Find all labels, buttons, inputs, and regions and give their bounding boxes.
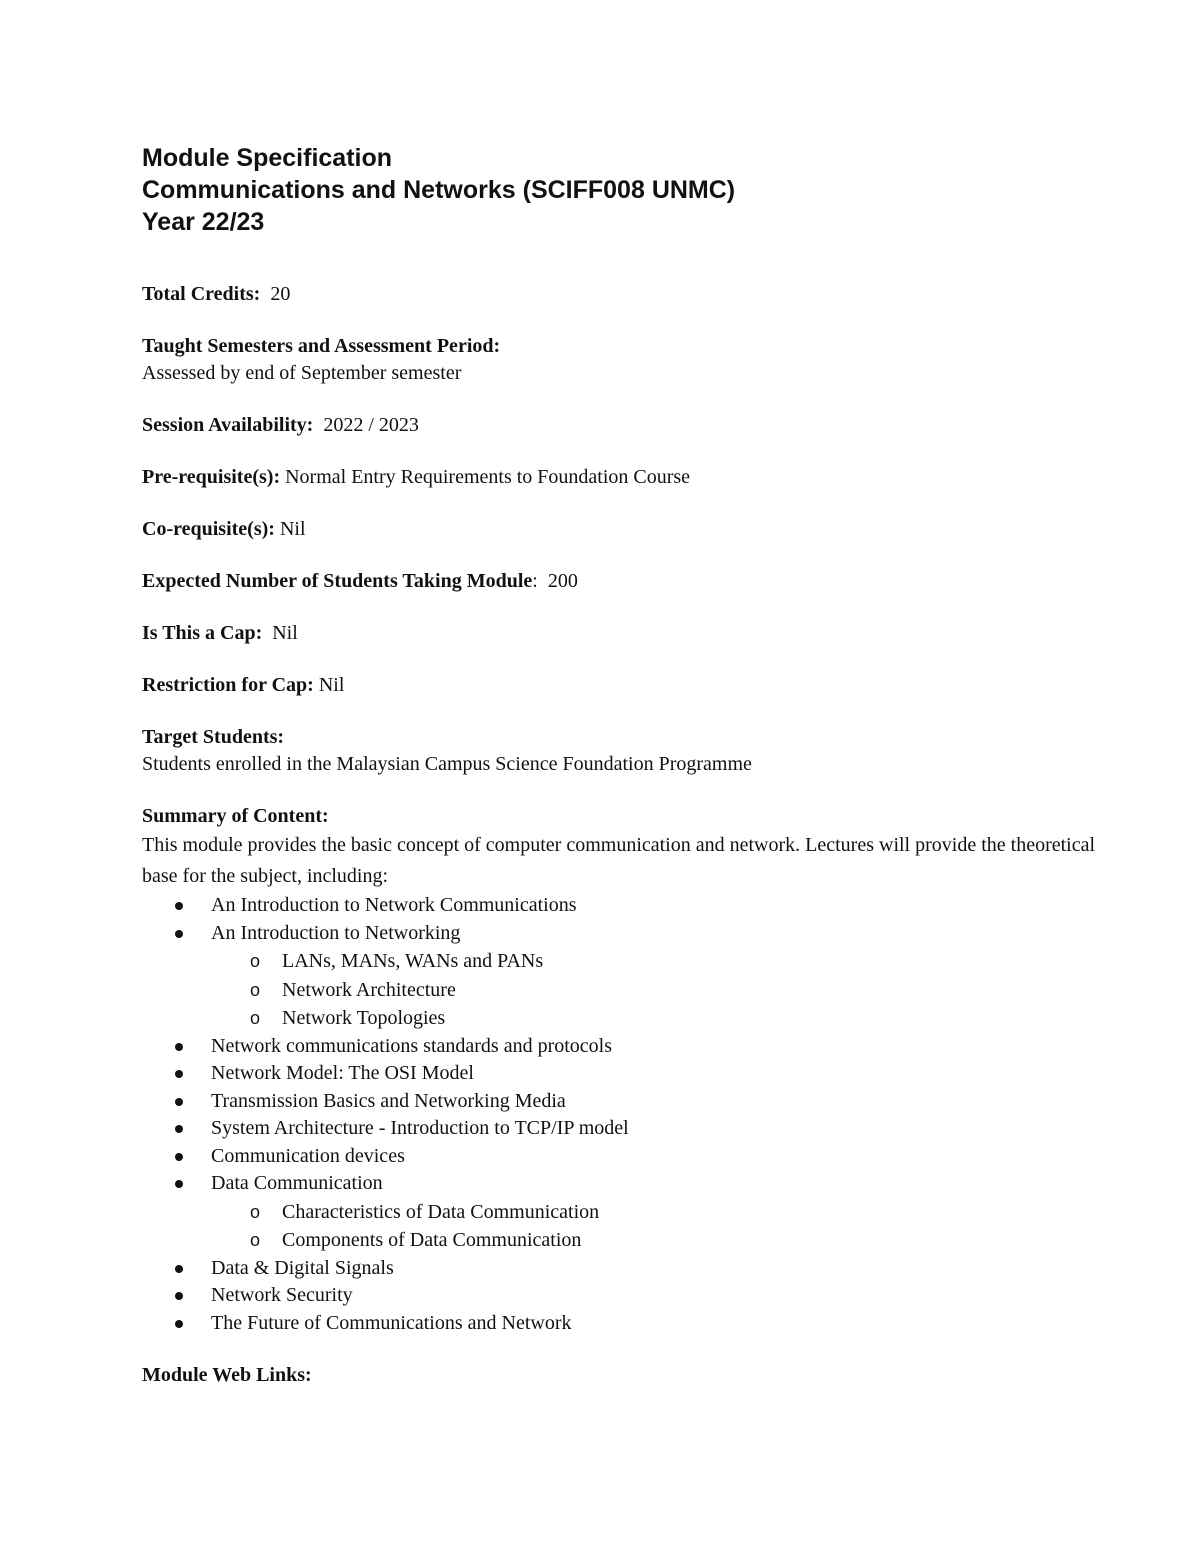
- topic-item: [142, 1088, 1102, 1116]
- expected-students-label: Expected Number of Students Taking Module: [142, 570, 533, 592]
- bullet-icon: [175, 1180, 183, 1188]
- circle-bullet-icon: o: [250, 1201, 261, 1222]
- topic-item: [142, 1255, 1102, 1283]
- session-availability-field: [142, 412, 1102, 439]
- circle-bullet-icon: o: [250, 1230, 261, 1250]
- target-students-value: Students enrolled in the Malaysian Campus Science Foundation Programme: [142, 753, 752, 775]
- topic-text: System Architecture - Introduction to TCP/IP model: [211, 1117, 629, 1139]
- bullet-icon: [175, 1265, 183, 1273]
- topic-item: [142, 892, 1102, 920]
- taught-semesters-field: [142, 333, 1102, 387]
- prerequisites-label: Pre-requisite(s):: [142, 466, 281, 488]
- bullet-icon: [175, 930, 183, 938]
- bullet-icon: [175, 902, 183, 910]
- topic-item: [142, 1060, 1102, 1088]
- total-credits-value: 20: [270, 283, 291, 305]
- circle-bullet-icon: o: [250, 1008, 261, 1028]
- expected-students-field: [142, 568, 1102, 595]
- bullet-icon: [175, 1320, 183, 1328]
- subtopic-text: LANs, MANs, WANs and PANs: [282, 950, 544, 972]
- subtopic-item: [142, 947, 1102, 976]
- prerequisites-value: Normal Entry Requirements to Foundation Course: [285, 466, 691, 488]
- subtopic-list: [142, 1198, 1102, 1255]
- bullet-icon: [175, 1125, 183, 1133]
- restriction-cap-label: Restriction for Cap:: [142, 674, 314, 696]
- topic-text: Data & Digital Signals: [211, 1256, 394, 1279]
- bullet-icon: [175, 1292, 183, 1300]
- topic-item: [142, 1033, 1102, 1061]
- subtopic-item: [142, 1198, 1102, 1227]
- target-students-field: [142, 724, 1102, 778]
- topic-item: [142, 920, 1102, 948]
- subtopic-text: Network Topologies: [282, 1007, 446, 1029]
- topic-text: Transmission Basics and Networking Media: [211, 1089, 566, 1112]
- is-cap-value: Nil: [272, 622, 298, 644]
- total-credits-label: Total Credits:: [142, 283, 261, 305]
- corequisites-field: [142, 516, 1102, 543]
- subtopic-item: [142, 976, 1102, 1005]
- subtopic-list: [142, 947, 1102, 1033]
- restriction-cap-value: Nil: [318, 674, 345, 696]
- subtopic-container: [142, 1198, 1102, 1255]
- subtopic-item: [142, 1004, 1102, 1033]
- topic-list: [142, 892, 1102, 1337]
- topic-item: [142, 1115, 1102, 1143]
- web-links-label: Module Web Links:: [142, 1364, 312, 1386]
- circle-bullet-icon: o: [250, 979, 261, 1000]
- subtopic-text: Network Architecture: [282, 978, 456, 1001]
- topic-item: [142, 1170, 1102, 1198]
- taught-semesters-label: Taught Semesters and Assessment Period:: [142, 335, 501, 357]
- target-students-label: Target Students:: [142, 726, 285, 748]
- topic-item: [142, 1310, 1102, 1338]
- web-links-field: [142, 1362, 1102, 1389]
- session-availability-label: Session Availability:: [142, 414, 314, 436]
- document-content: [142, 142, 1102, 1389]
- topic-text: An Introduction to Network Communications: [211, 894, 577, 916]
- summary-section: [142, 803, 1102, 1337]
- summary-intro: This module provides the basic concept of computer communication and network. Lectures will provide the theoretical base for the subject, including:: [142, 834, 1096, 887]
- topic-text: The Future of Communications and Network: [211, 1311, 572, 1334]
- topic-item: [142, 1143, 1102, 1171]
- topic-text: Data Communication: [211, 1172, 383, 1194]
- topic-item: [142, 1282, 1102, 1310]
- subtopic-text: Characteristics of Data Communication: [282, 1200, 600, 1223]
- summary-label: Summary of Content:: [142, 805, 329, 827]
- topic-text: Communication devices: [211, 1144, 405, 1167]
- title-year: Year 22/23: [142, 208, 265, 236]
- taught-semesters-value: Assessed by end of September semester: [142, 362, 462, 384]
- subtopic-text: Components of Data Communication: [282, 1229, 582, 1251]
- prerequisites-field: [142, 464, 1102, 491]
- subtopic-container: [142, 947, 1102, 1033]
- subtopic-item: [142, 1226, 1102, 1255]
- bullet-icon: [175, 1098, 183, 1106]
- expected-students-separator: :: [532, 570, 538, 592]
- expected-students-value: 200: [547, 570, 578, 592]
- corequisites-value: Nil: [279, 518, 306, 540]
- restriction-cap-field: [142, 672, 1102, 699]
- bullet-icon: [175, 1070, 183, 1078]
- topic-text: Network Security: [211, 1284, 353, 1306]
- topic-text: Network communications standards and protocols: [211, 1034, 613, 1057]
- title-module-name: Communications and Networks (SCIFF008 UNMC): [142, 176, 736, 204]
- bullet-icon: [175, 1153, 183, 1161]
- topic-text: An Introduction to Networking: [211, 921, 461, 944]
- document-title: [142, 142, 1102, 238]
- circle-bullet-icon: o: [250, 951, 261, 971]
- session-availability-value: 2022 / 2023: [323, 414, 419, 436]
- title-module-specification: Module Specification: [142, 144, 393, 172]
- is-cap-field: [142, 620, 1102, 647]
- bullet-icon: [175, 1043, 183, 1051]
- topic-text: Network Model: The OSI Model: [211, 1062, 474, 1084]
- total-credits-field: [142, 281, 1102, 308]
- corequisites-label: Co-requisite(s):: [142, 518, 275, 540]
- is-cap-label: Is This a Cap:: [142, 622, 263, 644]
